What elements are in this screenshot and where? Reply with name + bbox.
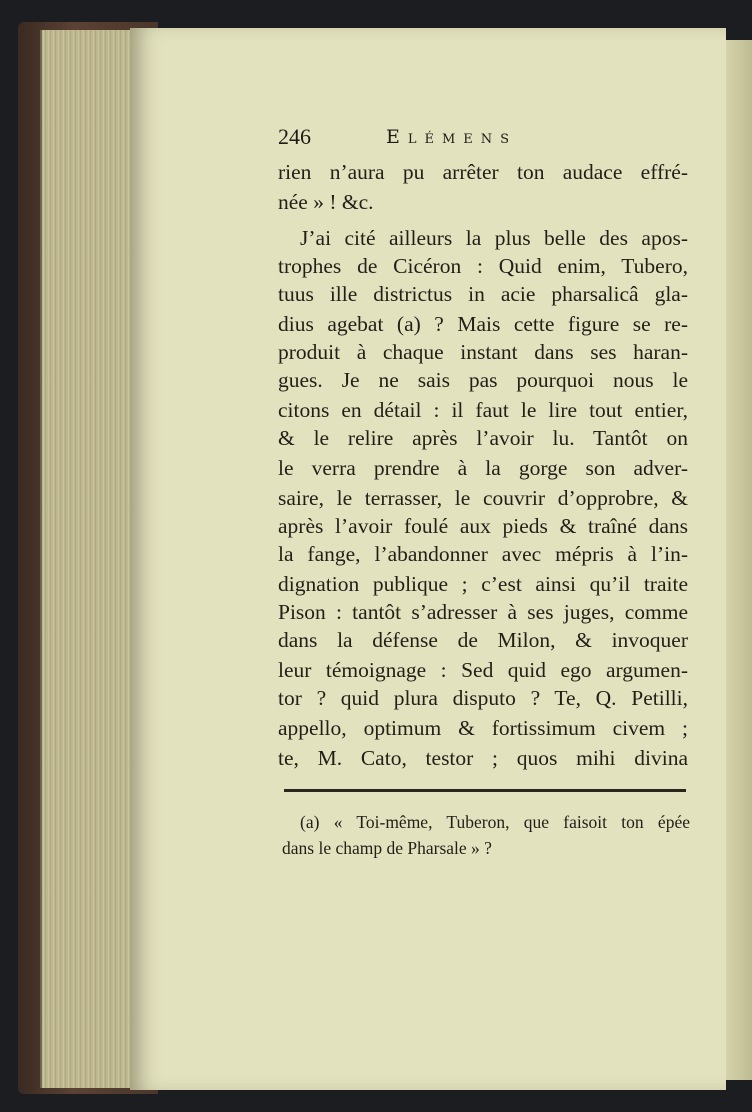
text-line: tuus ille districtus in acie pharsalicâ gla- <box>278 282 688 306</box>
text-line: le verra prendre à la gorge son adver- <box>278 456 688 480</box>
text-line: produit à chaque instant dans ses haran- <box>278 340 688 364</box>
page-number: 246 <box>278 124 311 149</box>
text-line: dignation publique ; c’est ainsi qu’il traite <box>278 572 688 596</box>
text-line: Pison : tantôt s’adresser à ses juges, comme <box>278 600 688 624</box>
text-line: & le relire après l’avoir lu. Tantôt on <box>278 426 688 450</box>
text-line: après l’avoir foulé aux pieds & traîné dans <box>278 514 688 538</box>
text-line: tor ? quid plura disputo ? Te, Q. Petilli, <box>278 686 688 710</box>
text-line: te, M. Cato, testor ; quos mihi divina <box>278 746 688 770</box>
text-line: appello, optimum & fortissimum civem ; <box>278 716 688 740</box>
text-line: citons en détail : il faut le lire tout entier, <box>278 398 688 422</box>
facing-page-edge <box>722 40 752 1080</box>
footnote-rule <box>284 789 686 792</box>
text-line: la fange, l’abandonner avec mépris à l’in- <box>278 542 688 566</box>
running-title: Elémens <box>386 126 518 148</box>
text-line: J’ai cité ailleurs la plus belle des apos- <box>300 226 688 250</box>
running-header <box>278 124 718 154</box>
text-line: trophes de Cicéron : Quid enim, Tubero, <box>278 254 688 278</box>
footnote-line: (a) « Toi-même, Tuberon, que faisoit ton épée <box>300 812 690 832</box>
text-line: saire, le terrasser, le couvrir d’opprobre, & <box>278 486 688 510</box>
text-line: née » ! &c. <box>278 190 374 214</box>
text-line: dans la défense de Milon, & invoquer <box>278 628 688 652</box>
text-line: dius agebat (a) ? Mais cette figure se re- <box>278 312 688 336</box>
text-line: leur témoignage : Sed quid ego argumen- <box>278 658 688 682</box>
text-line: gues. Je ne sais pas pourquoi nous le <box>278 368 688 392</box>
text-line: rien n’aura pu arrêter ton audace effré- <box>278 160 688 184</box>
footnote-line: dans le champ de Pharsale » ? <box>282 838 492 858</box>
